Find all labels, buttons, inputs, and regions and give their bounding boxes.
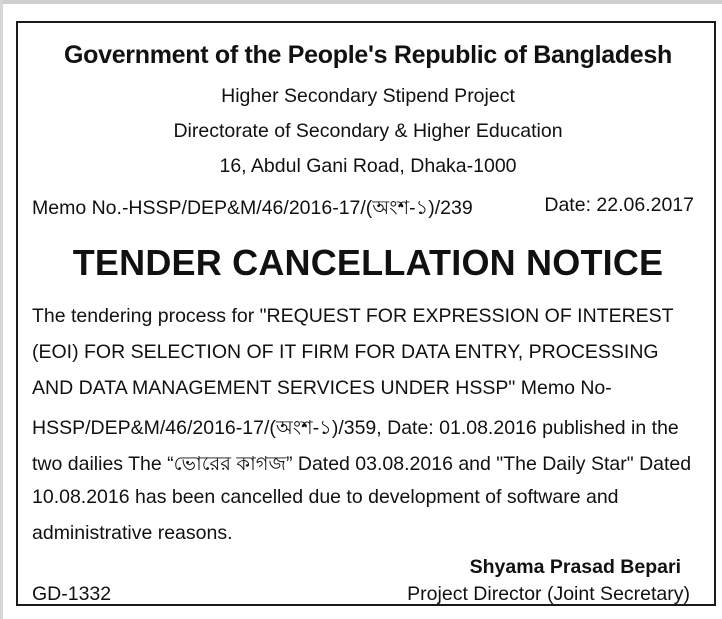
body-line: AND DATA MANAGEMENT SERVICES UNDER HSSP" Memo No- — [32, 377, 612, 399]
page-top-edge — [0, 0, 722, 4]
body-line: administrative reasons. — [32, 522, 233, 544]
directorate-name: Directorate of Secondary & Higher Education — [173, 120, 563, 142]
body-line: The tendering process for "REQUEST FOR EXPRESSION OF INTEREST — [32, 305, 674, 327]
project-name: Higher Secondary Stipend Project — [221, 85, 515, 107]
notice-heading: TENDER CANCELLATION NOTICE — [72, 242, 664, 283]
gd-number: GD-1332 — [32, 583, 112, 605]
notice-date: Date: 22.06.2017 — [544, 194, 694, 216]
body-line: 10.08.2016 has been cancelled due to development of software and — [32, 486, 619, 508]
memo-number: Memo No.-HSSP/DEP&M/46/2016-17/(অংশ-১)/239 — [32, 197, 473, 219]
government-title: Government of the People's Republic of Bangladesh — [63, 41, 672, 69]
body-line: HSSP/DEP&M/46/2016-17/(অংশ-১)/359, Date: 01.08.2016 published in the — [32, 417, 679, 439]
tender-notice — [16, 21, 716, 606]
signatory-name: Shyama Prasad Bepari — [469, 556, 681, 578]
body-line: two dailies The “ভোরের কাগজ” Dated 03.08.2016 and "The Daily Star" Dated — [32, 453, 692, 475]
page-left-edge — [0, 0, 3, 619]
body-line: (EOI) FOR SELECTION OF IT FIRM FOR DATA ENTRY, PROCESSING — [32, 341, 659, 363]
office-address: 16, Abdul Gani Road, Dhaka-1000 — [219, 155, 517, 177]
signatory-title: Project Director (Joint Secretary) — [407, 583, 690, 605]
